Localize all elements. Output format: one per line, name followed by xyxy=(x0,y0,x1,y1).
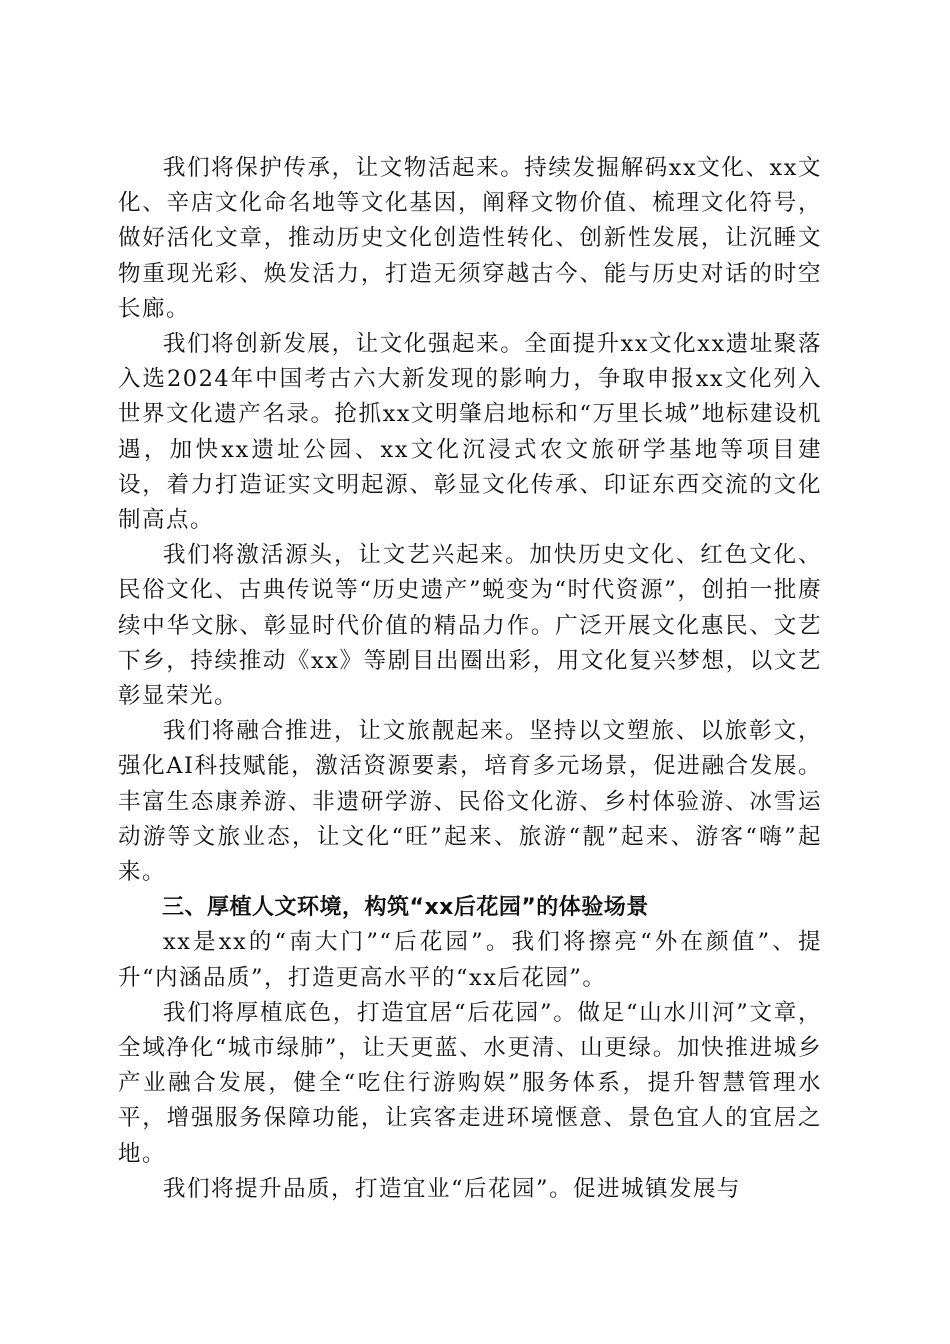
paragraph-protect-heritage: 我们将保护传承，让文物活起来。持续发掘解码xx文化、xx文化、辛店文化命名地等文化基因，阐释文物价值、梳理文化符号，做好活化文章，推动历史文化创造性转化、创新性发展，让沉睡文物重现光彩、焕发活力，打造无须穿越古今、能与历史对话的时空长廊。 xyxy=(118,155,822,322)
paragraph-innovate-culture: 我们将创新发展，让文化强起来。全面提升xx文化xx遗址聚落入选2024年中国考古六大新发现的影响力，争取申报xx文化列入世界文化遗产名录。抢抓xx文明肇启地标和“万里长城”地标建设机遇，加快xx遗址公园、xx文化沉浸式农文旅研学基地等项目建设，着力打造证实文明起源、彰显文化传承、印证东西交流的文化制高点。 xyxy=(118,331,822,534)
section-heading: 三、厚植人文环境，构筑“xx后花园”的体验场景 xyxy=(162,895,649,921)
paragraph-back-garden-intro: xx是xx的“南大门”“后花园”。我们将擦亮“外在颜值”、提升“内涵品质”，打造更高水平的“xx后花园”。 xyxy=(118,929,822,991)
paragraph-business-garden: 我们将提升品质，打造宜业“后花园”。促进城镇发展与 xyxy=(163,1175,742,1202)
paragraph-livable-garden: 我们将厚植底色，打造宜居“后花园”。做足“山水川河”文章，全域净化“城市绿肺”，让天更蓝、水更清、山更绿。加快推进城乡产业融合发展，健全“吃住行游购娱”服务体系，提升智慧管理水平，增强服务保障功能，让宾客走进环境惬意、景色宜人的宜居之地。 xyxy=(118,999,822,1167)
paragraph-activate-arts: 我们将激活源头，让文艺兴起来。加快历史文化、红色文化、民俗文化、古典传说等“历史遗产”蜕变为“时代资源”，创拍一批赓续中华文脉、彰显时代价值的精品力作。广泛开展文化惠民、文艺下乡，持续推动《xx》等剧目出圈出彩，用文化复兴梦想，以文艺彰显荣光。 xyxy=(118,542,822,710)
paragraph-culture-tourism: 我们将融合推进，让文旅靓起来。坚持以文塑旅、以旅彰文，强化AI科技赋能，激活资源要素，培育多元场景，促进融合发展。丰富生态康养游、非遗研学游、民俗文化游、乡村体验游、冰雪运动游等文旅业态，让文化“旺”起来、旅游“靓”起来、游客“嗨”起来。 xyxy=(118,718,822,886)
document-body xyxy=(118,151,822,1207)
